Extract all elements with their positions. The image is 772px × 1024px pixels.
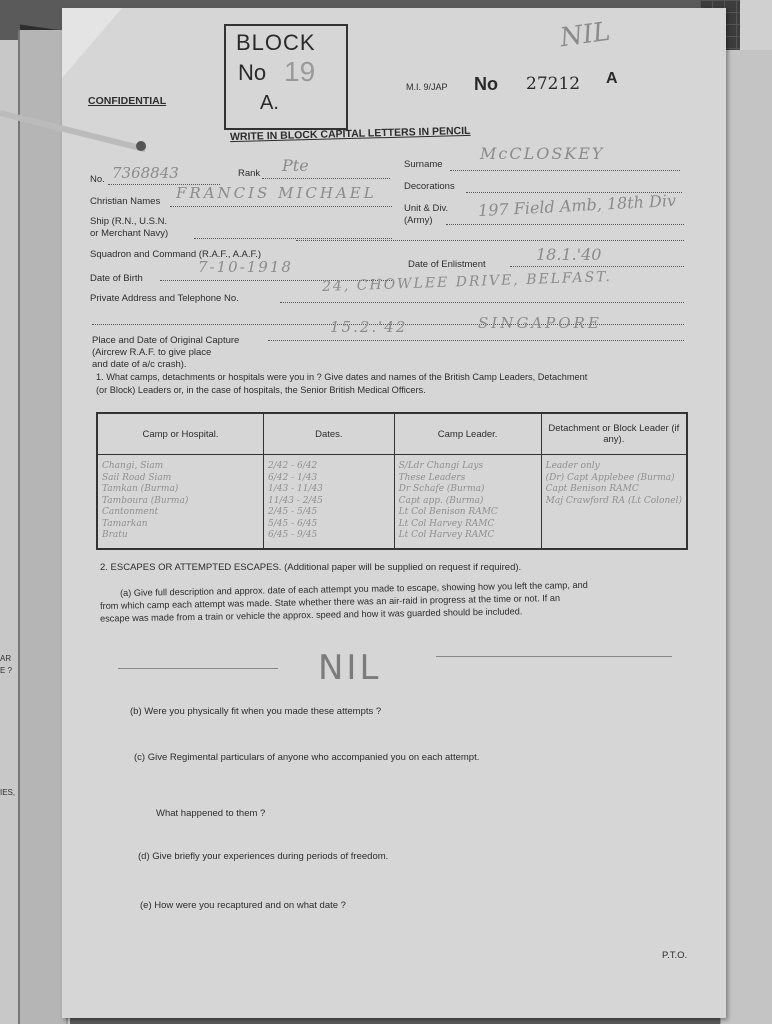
header-camp-leader: Camp Leader. — [394, 413, 541, 455]
q2a-text: (a) Give full description and approx. date of each attempt you made to escape, showing how you left the camp, and — [119, 579, 588, 599]
date-entry: 5/45 - 6/45 — [268, 518, 318, 529]
leader-cell — [394, 455, 541, 550]
camps-table — [96, 412, 688, 550]
q2e-text: (e) How were you recaptured and on what date ? — [140, 900, 346, 911]
q2a-text-3: escape was made from a train or vehicle the approx. speed and how it was guarded should be included. — [99, 606, 523, 624]
q2c-text: (c) Give Regimental particulars of anyone who accompanied you on each attempt. — [134, 752, 480, 763]
camp-entry: Bratu — [102, 530, 128, 540]
surname-line — [450, 170, 680, 171]
unit-label-2: (Army) — [404, 215, 433, 226]
form-number-value: 27212 — [526, 74, 581, 94]
capture-date: 15.2.'42 — [330, 318, 408, 336]
detachment-entry: (Dr) Capt Applebee (Burma) — [545, 472, 675, 483]
camp-entry: Changi, Siam — [102, 461, 164, 471]
header-camp: Camp or Hospital. — [97, 413, 264, 455]
capture-label-3: and date of a/c crash). — [92, 359, 187, 370]
dob-label: Date of Birth — [90, 273, 143, 284]
date-entry: 6/42 - 1/43 — [268, 472, 318, 483]
squadron-label: Squadron and Command (R.A.F., A.A.F.) — [90, 249, 262, 260]
no-value: 7368843 — [112, 164, 179, 182]
ship-line — [194, 238, 392, 239]
edge-text: AR — [0, 654, 12, 663]
q2a-nil-answer: NIL — [318, 648, 382, 688]
leader-entry: Lt Col Harvey RAMC — [398, 518, 495, 529]
rank-value: Pte — [282, 156, 309, 175]
leader-entry: These Leaders — [398, 472, 466, 483]
q2-heading: 2. ESCAPES OR ATTEMPTED ESCAPES. (Additional paper will be supplied on request if required). — [100, 562, 522, 573]
form-number-label: No — [474, 74, 498, 94]
enlistment-label: Date of Enlistment — [408, 259, 486, 270]
q2d-text: (d) Give briefly your experiences during periods of freedom. — [138, 851, 389, 862]
capture-line — [268, 340, 684, 341]
camp-entry: Sail Road Siam — [102, 472, 172, 483]
no-label: No. — [90, 174, 105, 185]
q2c-sub-text: What happened to them ? — [156, 808, 266, 819]
date-entry: 2/42 - 6/42 — [268, 461, 318, 471]
page-stack-edge — [720, 50, 772, 1024]
header-detachment-leader: Detachment or Block Leader (if any). — [541, 413, 687, 455]
instruction-heading: WRITE IN BLOCK CAPITAL LETTERS IN PENCIL — [229, 124, 471, 144]
capture-label: Place and Date of Original Capture — [92, 335, 240, 346]
date-entry: 6/45 - 9/45 — [268, 530, 318, 540]
leader-entry: Lt Col Benison RAMC — [398, 507, 498, 517]
ship-label-2: or Merchant Navy) — [90, 228, 169, 239]
block-no-label: No — [238, 60, 267, 85]
squadron-line — [296, 240, 684, 241]
camp-entry: Tamarkan — [102, 518, 148, 529]
leader-entry: S/Ldr Changi Lays — [398, 461, 484, 471]
detachment-cell — [541, 455, 687, 550]
camp-entry: Tamkan (Burma) — [102, 484, 179, 494]
date-entry: 2/45 - 5/45 — [268, 507, 318, 517]
rank-label: Rank — [238, 168, 261, 179]
rank-line — [262, 178, 390, 179]
ship-label: Ship (R.N., U.S.N. — [90, 216, 168, 227]
punch-hole — [136, 141, 146, 151]
nil-annotation: NIL — [558, 16, 613, 54]
address-value: 24, CHOWLEE DRIVE, BELFAST. — [321, 268, 613, 296]
form-number-suffix: A — [606, 70, 618, 87]
q1-text: 1. What camps, detachments or hospitals were you in ? Give dates and names of the British Camp Leaders, Detachment — [96, 372, 588, 382]
detachment-entry: Leader only — [545, 461, 600, 471]
address-line — [280, 302, 684, 303]
dob-value: 7-10-1918 — [198, 258, 293, 276]
nil-stroke-right — [436, 656, 672, 657]
leader-entry: Capt app. (Burma) — [398, 495, 484, 506]
surname-label: Surname — [404, 159, 443, 170]
enlistment-line — [510, 266, 684, 267]
unit-line — [446, 224, 684, 225]
decorations-label: Decorations — [404, 181, 455, 192]
detachment-entry: Capt Benison RAMC — [545, 484, 639, 494]
camp-entry: Cantonment — [102, 507, 159, 517]
capture-place: SINGAPORE — [478, 314, 602, 332]
date-entry: 11/43 - 2/45 — [268, 495, 323, 506]
leader-entry: Lt Col Harvey RAMC — [398, 530, 495, 540]
dates-cell — [264, 455, 395, 550]
q1-text-2: (or Block) Leaders or, in the case of hospitals, the Senior British Medical Officers. — [96, 385, 426, 395]
header-dates: Dates. — [264, 413, 395, 455]
unit-value: 197 Field Amb, 18th Div — [477, 190, 677, 221]
q2b-text: (b) Were you physically fit when you made these attempts ? — [130, 706, 382, 717]
detachment-entry: Maj Crawford RA (Lt Colonel) — [545, 495, 682, 506]
binder-spine — [18, 30, 68, 1024]
christian-line — [170, 206, 392, 207]
block-label: BLOCK — [236, 30, 316, 55]
date-entry: 1/43 - 11/43 — [268, 484, 323, 494]
edge-text: IES, — [0, 788, 16, 797]
edge-text: E ? — [0, 666, 13, 675]
camp-entry: Tamboura (Burma) — [102, 495, 189, 506]
block-letter: A. — [260, 92, 279, 114]
q2a-text-2: from which camp each attempt was made. State whether there was an air-raid in progress at the time or not. If an — [99, 592, 561, 612]
pto-label: P.T.O. — [662, 950, 688, 961]
camp-cell — [97, 455, 264, 550]
nil-stroke-left — [118, 668, 278, 669]
block-no-value: 19 — [284, 56, 316, 87]
unit-label: Unit & Div. — [404, 203, 449, 214]
enlistment-value: 18.1.'40 — [536, 245, 602, 264]
mi-reference: M.I. 9/JAP — [406, 82, 448, 92]
leader-entry: Dr Schafe (Burma) — [398, 484, 485, 494]
confidential-label: CONFIDENTIAL — [88, 95, 167, 107]
capture-label-2: (Aircrew R.A.F. to give place — [92, 347, 212, 358]
surname-value: McCLOSKEY — [480, 144, 605, 163]
address-label: Private Address and Telephone No. — [90, 293, 239, 304]
christian-names-label: Christian Names — [90, 196, 161, 207]
christian-names-value: FRANCIS MICHAEL — [176, 184, 377, 202]
